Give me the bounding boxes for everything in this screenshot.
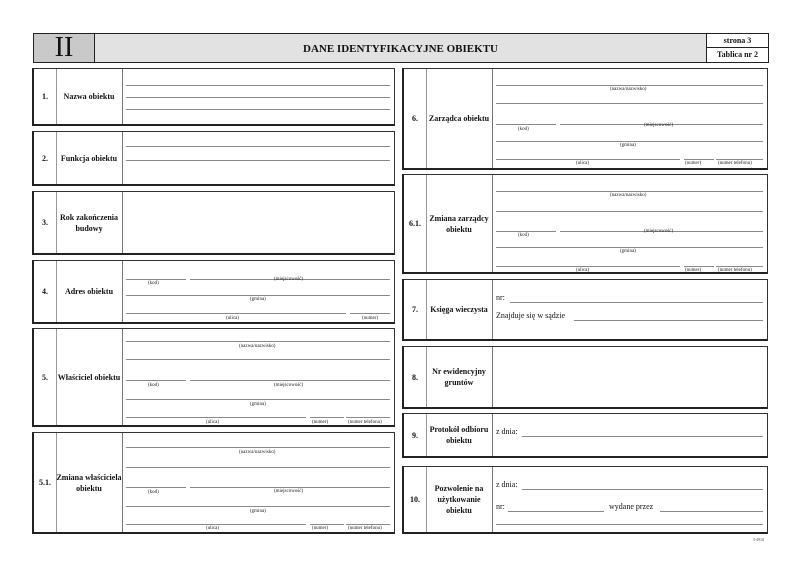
- section-land-register: [402, 279, 768, 341]
- street-field[interactable]: [126, 524, 306, 525]
- caption-commune: (gmina): [250, 402, 266, 407]
- caption-number: (numer): [685, 268, 702, 273]
- caption-number: (numer): [362, 316, 379, 321]
- court-label: Znajduje się w sądzie: [496, 311, 566, 320]
- permit-number-field[interactable]: [508, 511, 604, 512]
- owner-name-line-1[interactable]: [126, 341, 390, 342]
- caption-code: (kod): [148, 490, 159, 495]
- section-number: 5.1.: [34, 433, 57, 532]
- section-number: 3.: [34, 192, 57, 253]
- phone-field[interactable]: [716, 159, 763, 160]
- section-object-manager: [402, 68, 768, 170]
- section-label: Rok zakończenia budowy: [56, 192, 123, 253]
- function-line-2[interactable]: [126, 160, 390, 161]
- name-line-2[interactable]: [126, 97, 390, 98]
- date-label: z dnia:: [496, 427, 518, 436]
- permit-extra-line[interactable]: [496, 524, 763, 525]
- caption-street: (ulica): [206, 420, 220, 425]
- section-label: Pozwolenie na użytkowanie obiektu: [426, 467, 493, 532]
- section-label: Księga wieczysta: [426, 280, 493, 339]
- section-object-function: [32, 131, 395, 186]
- section-object-name: [32, 68, 395, 126]
- section-label: Nr ewidencyjny gruntów: [426, 347, 493, 407]
- caption-name: (nazwa/nazwisko): [610, 87, 647, 92]
- section-number: 1.: [34, 69, 57, 124]
- caption-street: (ulica): [576, 268, 590, 273]
- caption-city: (miejscowość): [644, 123, 674, 128]
- section-occupancy-permit: [402, 466, 768, 534]
- caption-code: (kod): [518, 233, 529, 238]
- caption-phone: (numer telefonu): [348, 526, 382, 531]
- commune-field[interactable]: [126, 295, 390, 296]
- caption-commune: (gmina): [250, 297, 266, 302]
- section-label: Zmiana zarządcy obiektu: [426, 175, 493, 272]
- caption-name: (nazwa/nazwisko): [239, 344, 276, 349]
- caption-city: (miejscowość): [274, 489, 304, 494]
- caption-city: (miejscowość): [644, 229, 674, 234]
- section-label: Adres obiektu: [56, 261, 123, 322]
- postal-code-field[interactable]: [126, 487, 186, 488]
- caption-phone: (numer telefonu): [348, 420, 382, 425]
- page-title: DANE IDENTYFIKACYJNE OBIEKTU: [95, 33, 707, 63]
- commune-field[interactable]: [496, 247, 763, 248]
- caption-number: (numer): [312, 526, 329, 531]
- section-object-owner: [32, 328, 395, 427]
- caption-commune: (gmina): [620, 143, 636, 148]
- caption-code: (kod): [148, 383, 159, 388]
- permit-date-field[interactable]: [522, 489, 763, 490]
- street-field[interactable]: [496, 266, 680, 267]
- caption-name: (nazwa/nazwisko): [610, 193, 647, 198]
- caption-commune: (gmina): [250, 509, 266, 514]
- section-object-address: [32, 260, 395, 324]
- caption-commune: (gmina): [620, 249, 636, 254]
- section-label: Zmiana właściciela obiektu: [56, 433, 123, 532]
- register-number-field[interactable]: [510, 302, 763, 303]
- street-field[interactable]: [496, 159, 680, 160]
- phone-field[interactable]: [346, 417, 390, 418]
- caption-city: (miejscowość): [274, 383, 304, 388]
- section-number: 8.: [404, 347, 427, 407]
- section-manager-change: [402, 174, 768, 274]
- street-field[interactable]: [126, 417, 306, 418]
- caption-city: (miejscowość): [274, 277, 304, 282]
- table-number: Tablica nr 2: [707, 48, 769, 63]
- number-field[interactable]: [684, 266, 714, 267]
- new-manager-name-line-1[interactable]: [496, 191, 763, 192]
- commune-field[interactable]: [126, 506, 390, 507]
- commune-field[interactable]: [496, 141, 763, 142]
- section-number: 10.: [404, 467, 427, 532]
- function-line-1[interactable]: [126, 146, 390, 147]
- section-label: Nazwa obiektu: [56, 69, 123, 124]
- form-code: 3-4910: [752, 537, 764, 542]
- new-manager-name-line-2[interactable]: [496, 211, 763, 212]
- section-land-registry-number: [402, 346, 768, 409]
- street-field[interactable]: [126, 313, 346, 314]
- caption-number: (numer): [685, 161, 702, 166]
- section-label: Protokół odbioru obiektu: [426, 414, 493, 456]
- section-label: Funkcja obiektu: [56, 132, 123, 184]
- section-owner-change: [32, 432, 395, 534]
- postal-code-field[interactable]: [496, 124, 556, 125]
- caption-street: (ulica): [576, 161, 590, 166]
- section-number: 5.: [34, 329, 57, 425]
- number-field[interactable]: [350, 313, 390, 314]
- caption-number: (numer): [312, 420, 329, 425]
- caption-street: (ulica): [206, 526, 220, 531]
- section-label: Właściciel obiektu: [56, 329, 123, 425]
- caption-code: (kod): [518, 127, 529, 132]
- section-completion-year: [32, 191, 395, 255]
- city-field[interactable]: [190, 487, 390, 488]
- section-roman-numeral: II: [33, 33, 95, 63]
- name-line-3[interactable]: [126, 109, 390, 110]
- section-label: Zarządca obiektu: [426, 69, 493, 168]
- manager-name-line-1[interactable]: [496, 85, 763, 86]
- commune-field[interactable]: [126, 399, 390, 400]
- date-field[interactable]: [522, 436, 763, 437]
- register-number-label: nr:: [496, 293, 505, 302]
- new-owner-name-line-1[interactable]: [126, 447, 390, 448]
- postal-code-field[interactable]: [496, 231, 556, 232]
- city-field[interactable]: [190, 380, 390, 381]
- number-field[interactable]: [684, 159, 714, 160]
- phone-field[interactable]: [716, 266, 763, 267]
- permit-number-label: nr:: [496, 502, 505, 511]
- section-number: 6.1.: [404, 175, 427, 272]
- caption-street: (ulica): [226, 316, 240, 321]
- court-field[interactable]: [574, 320, 763, 321]
- section-acceptance-protocol: [402, 413, 768, 458]
- manager-name-line-2[interactable]: [496, 103, 763, 104]
- postal-code-field[interactable]: [126, 279, 186, 280]
- section-number: 7.: [404, 280, 427, 339]
- section-number: 6.: [404, 69, 427, 168]
- section-number: 4.: [34, 261, 57, 322]
- caption-name: (nazwa/nazwisko): [239, 450, 276, 455]
- section-number: 9.: [404, 414, 427, 456]
- phone-field[interactable]: [346, 524, 390, 525]
- number-field[interactable]: [310, 524, 344, 525]
- caption-phone: (numer telefonu): [718, 161, 752, 166]
- name-line-1[interactable]: [126, 85, 390, 86]
- postal-code-field[interactable]: [126, 380, 186, 381]
- new-owner-name-line-2[interactable]: [126, 467, 390, 468]
- caption-phone: (numer telefonu): [718, 268, 752, 273]
- section-number: 2.: [34, 132, 57, 184]
- page-number: strona 3: [707, 33, 769, 48]
- owner-name-line-2[interactable]: [126, 359, 390, 360]
- permit-date-label: z dnia:: [496, 480, 518, 489]
- caption-code: (kod): [148, 281, 159, 286]
- issued-by-field[interactable]: [660, 511, 763, 512]
- number-field[interactable]: [310, 417, 344, 418]
- issued-by-label: wydane przez: [609, 502, 654, 511]
